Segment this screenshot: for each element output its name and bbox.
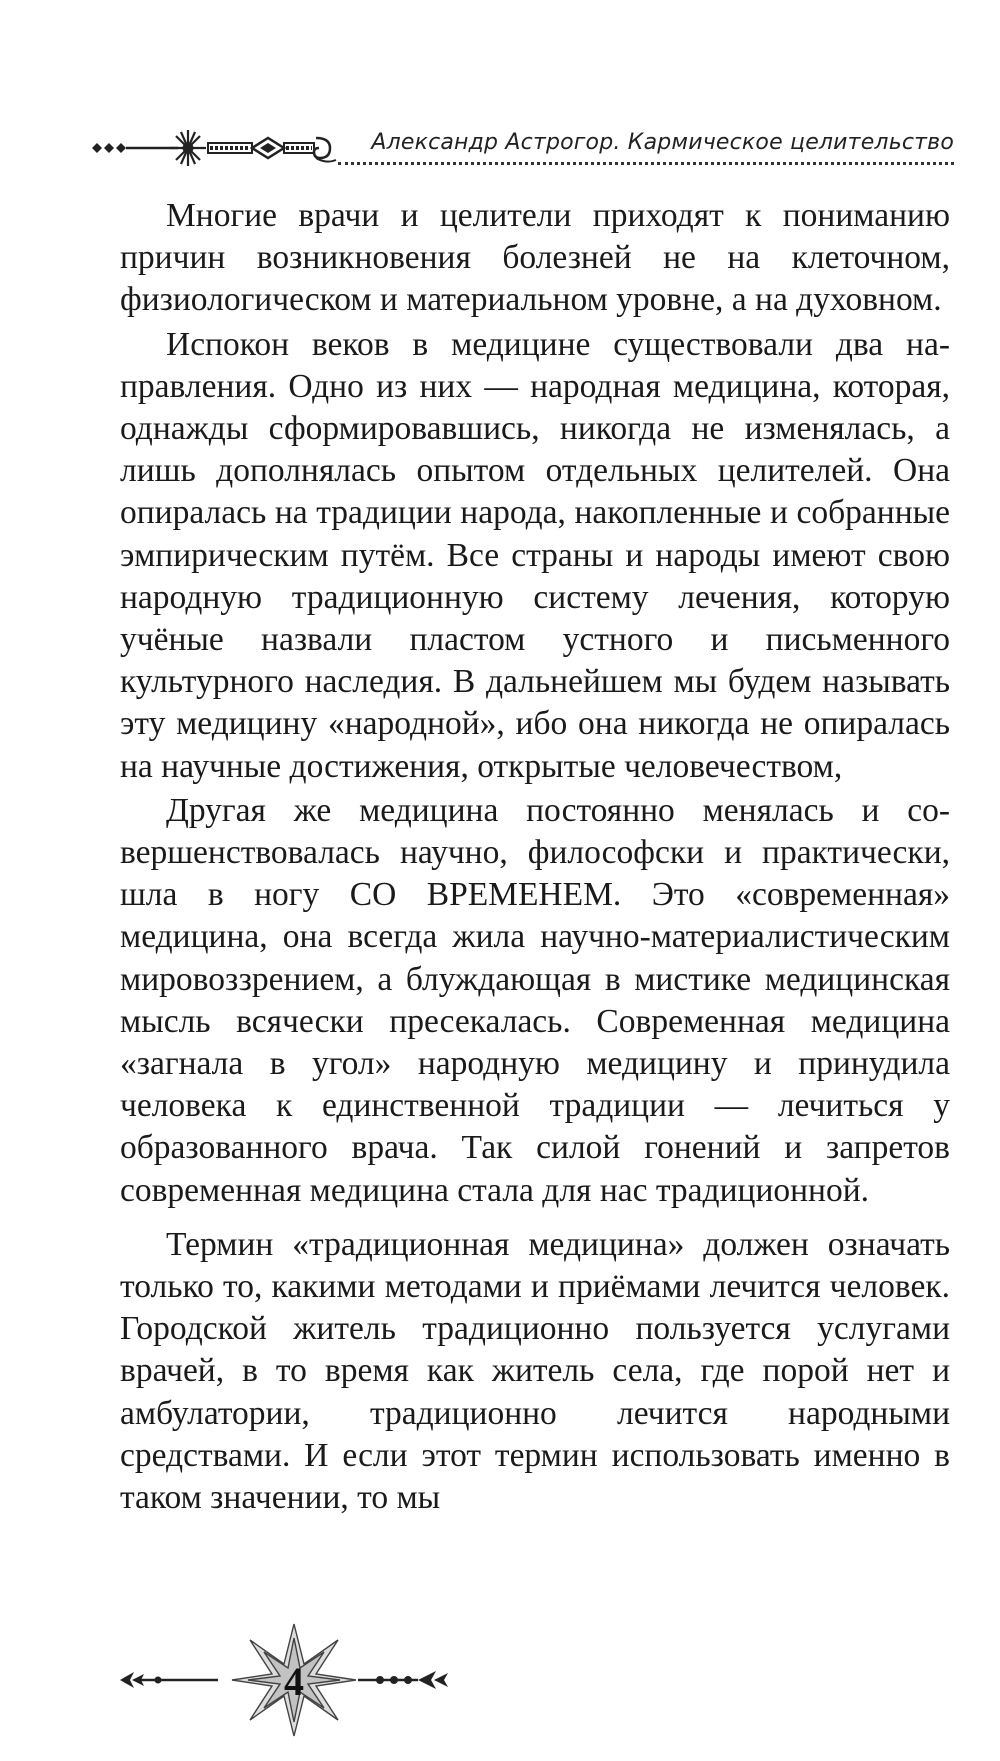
running-title: Александр Астрогор. Кармическое целительство xyxy=(371,130,954,155)
paragraph-4: Термин «традиционная медицина» должен означать только то, какими методами и приёмами лечится человек. Городской житель традиционно пользуется услугами врачей, в то время как житель села, где порой нет и амбулатории, традиционно лечится народными средствами. И если этот термин использовать именно в таком значении, то мы xyxy=(120,1225,950,1517)
paragraph-3: Другая же медицина постоянно менялась и совершенствовалась научно, философски и практически, шла в ногу СО ВРЕМЕНЕМ. Это «современная» медицина, она всегда жила научно-материалистическим мировоззрением, а блуждающая в мистике медицинская мысль всячески пресекалась. Современная медицина «загнала в угол» народную медицину и принудила человека к единственной традиции — лечиться у образованного врача. Так силой гонений и запретов современная медицина стала для нас традиционной. xyxy=(120,791,950,1209)
header-dotted-rule xyxy=(338,162,954,165)
paragraph-1: Многие врачи и целители приходят к пониманию причин возникновения болезней не на клеточном, физиологическом и материальном уровне, а на духовном. xyxy=(120,197,950,319)
paragraph-2: Испокон веков в медицине существовали два направления. Одно из них — народная медицина, которая, однажды сформировавшись, никогда не изменялась, а лишь дополнялась опытом отдельных целителей. Она опиралась на традиции народа, накопленные и собранные эмпирическим путём. Все страны и народы имеют свою народную традиционную систему лечения, которую учёные назвали пластом устного и письменного культурного наследия. В дальнейшем мы будем называть эту медицину «народной», ибо она никогда не опиралась на научные достижения, открытые человечеством, xyxy=(120,325,950,785)
page-number: 4 xyxy=(284,1659,304,1704)
decorative-flourish-icon xyxy=(88,126,348,170)
body-text xyxy=(120,195,950,1521)
page-footer xyxy=(118,1620,478,1761)
running-header xyxy=(88,126,954,170)
